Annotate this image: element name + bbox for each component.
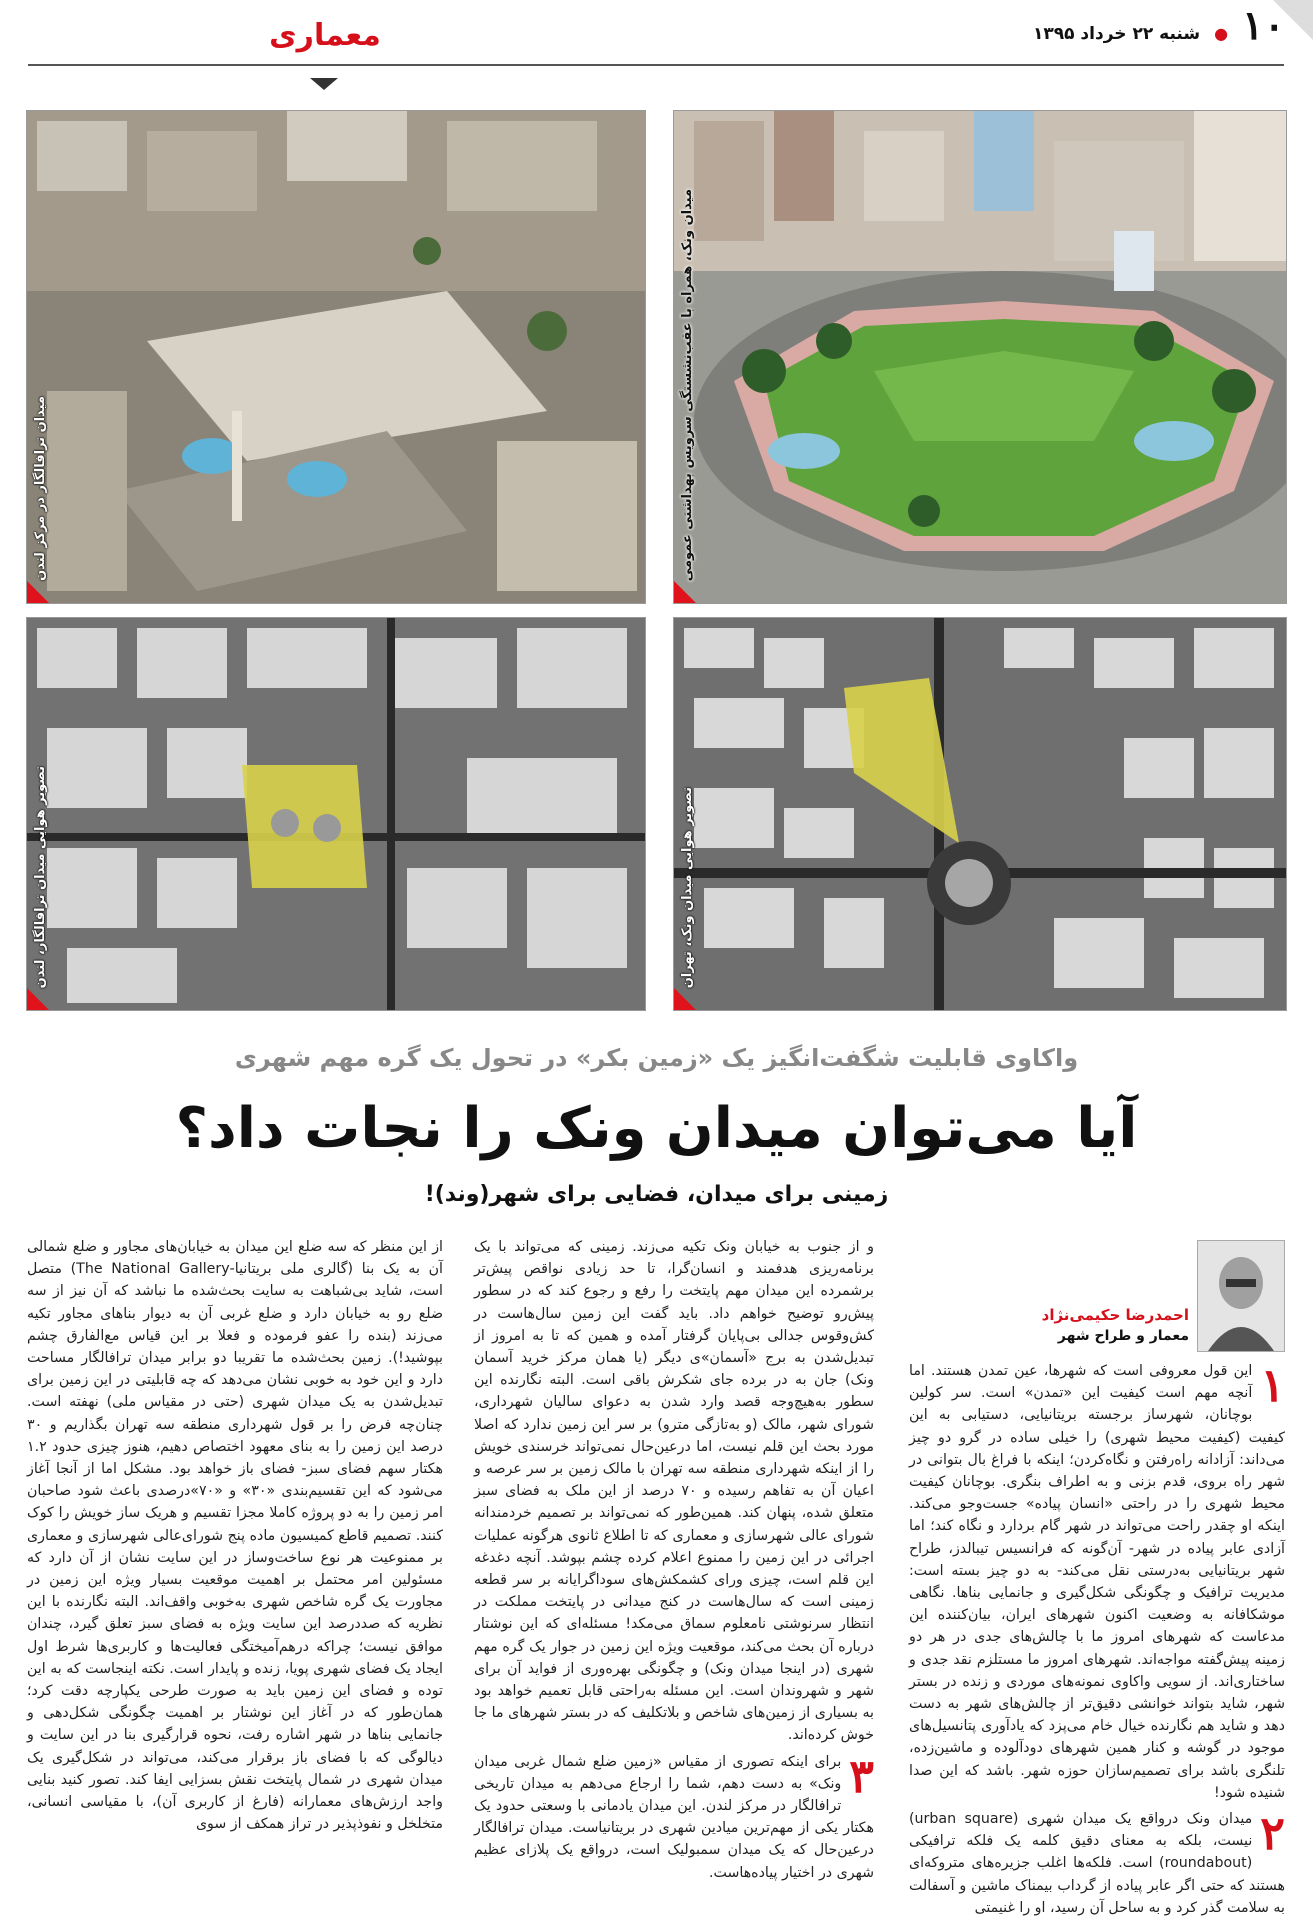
section-notch [310, 78, 338, 90]
photo-caption-trafalgar: میدان ترافالگار در مرکز لندن [33, 396, 48, 581]
header-rule [28, 64, 1284, 66]
article-kicker: واکاوی قابلیت شگفت‌انگیز یک «زمین بکر» در تحول یک گره مهم شهری [234, 1044, 1079, 1072]
article-column-1 [909, 1360, 1285, 1919]
author-name: احمدرضا حکیمی‌نژاد [1041, 1306, 1189, 1324]
article-headline: آیا می‌توان میدان ونک را نجات داد؟ [175, 1096, 1138, 1161]
paragraph-text: میدان ونک درواقع یک میدان شهری (urban square) نیست، بلکه به معنای دقیق کلمه یک فلکه ترافیکی (roundabout) است. فلکه‌ها اغلب جزیره‌های متروکه‌ای هستند که حتی اگر عابر پیاده از گرداب بیمناک ماشین و آسفالت به سلامت گذر کرد و به ساحل آن رسید، او را غنیمتی [909, 1811, 1285, 1916]
paragraph-text: از این منظر که سه ضلع این میدان به خیابان‌های مجاور و ضلع شمالی آن به یک بنا (گالری ملی بریتانیا-The National Gallery) متصل است، شاید بی‌شباهت به سایت بحث‌شده ما نباشد که آن نیز از سه ضلع رو به خیابان دارد و ضلع غربی آن به دیوار بناهای مجاور تکیه می‌زند (بنده را عفو فرموده و فعلا بر این قیاس مع‌الفارق چشم بپوشید!). زمین بحث‌شده ما تقریبا دو برابر میدان ترافالگار مساحت دارد و این خود به خوبی نشان می‌دهد که چه قابلیتی در این زمین برای تبدیل‌شدن به یک میدان شهری (حتی در مقیاس ملی) نهفته است. چنان‌چه فرض را بر قول شهرداری منطقه سه تهران بگذاریم و ۳۰ درصد این زمین را به بنای معهود اختصاص دهیم، هنوز چیزی حدود ۱.۲ هکتار سهم فضای سبز- فضای باز خواهد بود. مشکل اما از آنجا آغاز می‌شود که این تقسیم‌بندی «۳۰» و «۷۰»درصدی باعث شود صاحبان امر زمین را به دو پروژه کاملا مجزا تقسیم و هریک ساز خویش را کوک کنند. تصمیم قاطع کمیسیون ماده پنج شورای‌عالی شهرسازی و معماری بر ممنوعیت هر نوع ساخت‌وساز در این سایت نشان از آن دارد که مسئولین امر محتمل بر اهمیت موقعیت بسیار ویژه این زمین در مجاورت یک گره شاخص شهری به‌خوبی واقف‌اند. البته نگارنده با این نظریه که صددرصد این سایت ویژه به فضای سبز تعلق گیرد، چندان موافق نیست؛ چراکه درهم‌آمیختگی فعالیت‌ها و کاربری‌ها شرط اول ایجاد یک فضای شهری پویا، زنده و پایدار است. نکته اینجاست که به این توده و فضای این زمین باید به صورت طرحی یکپارچه دقت کرد؛ همان‌طور که در آغاز این نوشتار بر اهمیت چگونگی شکل‌دهی و جانمایی بناها در شهر اشاره رفت، نحوه قرارگیری بنا در این سایت و دیالوگی که با فضای باز برقرار می‌کند، می‌تواند در شکل‌گیری یک میدان شهری در شمال پایتخت نقش بسزایی ایفا کند. تصور کنید بنایی واجد ارزش‌های معمارانه (فارغ از کاربری آن)، با مقیاسی انسانی، متخلخل و نفوذپذیر در تراز همکف از سوی [27, 1239, 444, 1833]
photo-aerial-vanak [673, 617, 1287, 1011]
paragraph [474, 1748, 874, 1884]
photo-vanak-square [673, 110, 1287, 604]
paragraph [27, 1236, 443, 1835]
aerial-trafalgar-image [27, 618, 645, 1010]
issue-date: شنبه ۲۲ خرداد ۱۳۹۵ [1033, 24, 1201, 44]
paragraph-number: ۱ [1260, 1358, 1285, 1412]
photo-aerial-trafalgar [26, 617, 646, 1011]
photo-corner-marker [674, 988, 696, 1010]
aerial-vanak-image [674, 618, 1286, 1010]
article-subhead: زمینی برای میدان، فضایی برای شهر(وند)! [424, 1182, 889, 1207]
paragraph-text: و از جنوب به خیابان ونک تکیه می‌زند. زمینی که می‌تواند با یک برنامه‌ریزی هدفمند و انسان‌گرا، تا حد زیادی نواقص پیش‌تر برشمرده این میدان مهم پایتخت را رفع و رجوع کند که در سطور پیش‌رو توضیح خواهم داد. باید گفت این زمین سال‌هاست در کش‌وقوس جدالی بی‌پایان گرفتار آمده و همین که تا به امروز از تبدیل‌شدن به برج «آسمان»ی دیگر (یا همان مرکز خرید آسمان ونک) جان به در برده جای شکرش باقی است. البته نگارنده این سطور به‌هیچ‌وجه قصد وارد شدن به دعوای سالیان شهرداری، شورای شهر، مالک (و به‌تازگی مترو) بر سر این زمین ندارد که اصلا مورد بحث این قلم نیست، اما درعین‌حال نمی‌تواند خرسندی خویش را از اینکه شهرداری منطقه سه تهران با مالک زمین بر سر عرصه و اعیان آن به تفاهم رسیده و ۷۰ درصد از این ملک به فضای سبز متعلق شده، پنهان کند. همین‌طور که نمی‌تواند بر تصمیم خردمندانه شورای عالی شهرسازی و معماری که تا اطلاع ثانوی هرگونه عملیات اجرائی در این زمین را ممنوع اعلام کرده چشم بپوشد. آنچه دغدغه این قلم است، چیزی ورای کشمکش‌های سوداگرایانه بر سر قطعه زمینی است که سال‌هاست در کنج میدانی در پایتخت مملکت در انتظار سرنوشتی نامعلوم سماق می‌مکد! مسئله‌ای که این نوشتار درباره آن بحث می‌کند، موقعیت ویژه این زمین در جوار یک گره مهم شهری (در اینجا میدان ونک) و چگونگی بهره‌وری از فواید آن برای شهر و شهروندان است. این مسئله به‌راحتی قابل تعمیم خواهد بود به بسیاری از زمین‌های شاخص و بلاتکلیف که در بستر شهرهای ما جا خوش کرده‌اند. [474, 1239, 875, 1744]
page-info [1033, 2, 1285, 49]
photo-corner-marker [27, 581, 49, 603]
date-dot-icon: ● [1214, 24, 1229, 43]
paragraph-number: ۲ [1260, 1806, 1285, 1861]
photo-caption-aerial-trafalgar: تصویر هوایی میدان ترافالگار، لندن [33, 765, 48, 988]
photo-caption-vanak: میدان ونک، همراه با عقب‌نشستگی سرویس بهداشتی عمومی [680, 188, 695, 581]
paragraph-text: برای اینکه تصوری از مقیاس «زمین ضلع شمال غربی میدان ونک» به دست دهم، شما را ارجاع می‌دهم به میدان تاریخی ترافالگار در مرکز لندن. این میدان یادمانی با وسعتی حدود یک هکتار یکی از مهم‌ترین میادین شهری در بریتانیاست. میدان ترافالگار درعین‌حال که یک میدان سمبولیک است، درواقع یک پلازای عظیم شهری در اختیار پیاده‌هاست. [474, 1753, 874, 1881]
paragraph [474, 1236, 874, 1747]
vanak-square-image [674, 111, 1286, 603]
article-column-3 [27, 1236, 443, 1835]
section-label: معماری [269, 18, 381, 53]
photo-corner-marker [27, 988, 49, 1010]
paragraph-text: این قول معروفی است که شهرها، عین تمدن هستند. اما آنچه مهم است کیفیت این «تمدن» است. سر کولین بوچانان، شهرساز برجسته بریتانیایی، دستیابی به این کیفیت (کیفیت محیط شهری) را خیلی ساده در گرو دو چیز می‌داند: آزادانه راه‌رفتن و نگاه‌کردن؛ اینکه با فراغ بال بتوانی در شهر راه بروی، قدم بزنی و به اطراف بنگری. بوچانان کیفیت محیط شهری را در راحتی «انسان پیاده» جست‌وجو می‌کند. اینکه او چقدر راحت می‌تواند در شهر گام بردارد و نگاه کند؛ اما آزادی عابر پیاده در شهر- آن‌گونه که فرانسیس تیبالدز، طراح شهر بریتانیایی به‌درستی نقل می‌کند- به دو چیز بسته است: مدیریت ترافیک و چگونگی شکل‌گیری و جانمایی بناها. نگاهی موشکافانه به وضعیت اکنون شهرهای ایران، بیان‌کننده این مدعاست که شهرهای امروز ما با چالش‌های جدی در هر دو زمینه پیش‌گفته مواجه‌اند. شهرهای امروز ما مستلزم نقد جدی و ساختاری‌اند. از سویی واکاوی نمونه‌های موردی و زنده در بستر شهر، شاید بتواند خوانشی دقیق‌تر از چالش‌های شهر به دست دهد و شاید هم نگارنده خیال خام می‌پزد که یادآوری پتانسیل‌های موجود در گوشه و کنار همین شهرهای دودآلوده و ماشین‌زده، تلنگری باشد برای تصمیم‌سازان حوزه شهر. باشد که این صدا شنیده شود! [909, 1363, 1285, 1801]
author-role: معمار و طراح شهر [1057, 1328, 1189, 1344]
paragraph [909, 1360, 1285, 1804]
photo-corner-marker [674, 581, 696, 603]
paragraph-number: ۳ [849, 1748, 874, 1803]
photo-trafalgar-square [26, 110, 646, 604]
paragraph [909, 1808, 1285, 1919]
section-tag [260, 16, 390, 64]
avatar-icon [1198, 1241, 1284, 1351]
page-header [0, 0, 1313, 78]
author-block [1025, 1240, 1285, 1350]
trafalgar-square-image [27, 111, 645, 603]
author-photo [1197, 1240, 1285, 1352]
article-column-2 [474, 1236, 874, 1884]
page-number: ۱۰ [1242, 2, 1285, 49]
photo-caption-aerial-vanak: تصویر هوایی میدان ونک، تهران [680, 786, 695, 988]
